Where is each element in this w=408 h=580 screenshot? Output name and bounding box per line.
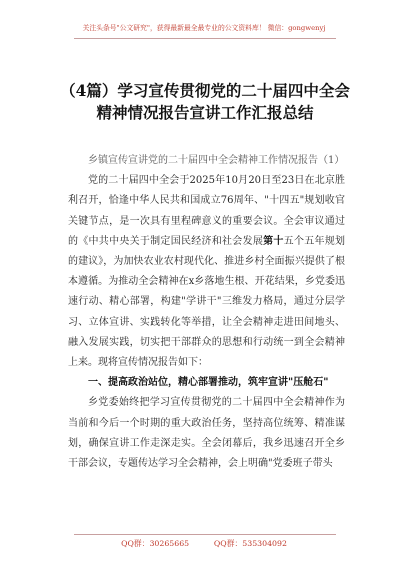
document-title: （4篇）学习宣传贯彻党的二十届四中全会精神情况报告宣讲工作汇报总结 (60, 81, 350, 122)
section-heading-1: 一、提高政治站位，精心部署推动，筑牢宣讲"压舱石" (88, 377, 329, 389)
intro-text-part1: 党的二十届四中全会于2025年10月20日至23日在北京胜利召开，恰逢中华人民共和国成立76周年、"十四五"规划收官关键节点，是一次具有里程碑意义的重要会议。全会审议通过的《中共中央关于制定国民经济和社会发展 (68, 175, 345, 247)
intro-bold-text: 第十 (263, 235, 284, 247)
qq-group-footer: QQ群：30265665 QQ群：535304092 (121, 539, 287, 548)
report-subtitle: 乡镇宣传宣讲党的二十届四中全会精神工作情况报告（1） (88, 155, 345, 166)
intro-text-part2: 五个五年规划的建议》，为加快农业农村现代化、推进乡村全面振兴提供了根本遵循。为推动全会精神在x乡落地生根、开花结果，乡党委迅速行动、精心部署，构建"学讲干"三维发力格局，通过分层学习、立体宣讲、实践转化等举措，让全会精神走进田间地头、融入发展实践，切实把干部群众的思想和行动统一到全会精神上来。现将宣传情况报告如下： (68, 235, 346, 369)
promo-header: 关注头条号"公文研究"，获得最新最全最专业的公文资料库！ 微信：gongwenyj (82, 24, 326, 32)
section-1-paragraph: 乡党委始终把学习宣传贯彻党的二十届四中全会精神作为当前和今后一个时期的重大政治任务，坚持高位统筹、精准谋划，确保宣讲工作走深走实。全会闭幕后，我乡迅速召开全乡干部会议，专题传达学习全会精神，会上明确"党委班子带头 (68, 397, 345, 470)
intro-paragraph (68, 171, 345, 373)
footer-divider (74, 534, 336, 535)
header-divider (74, 38, 336, 39)
document-body (68, 151, 345, 474)
